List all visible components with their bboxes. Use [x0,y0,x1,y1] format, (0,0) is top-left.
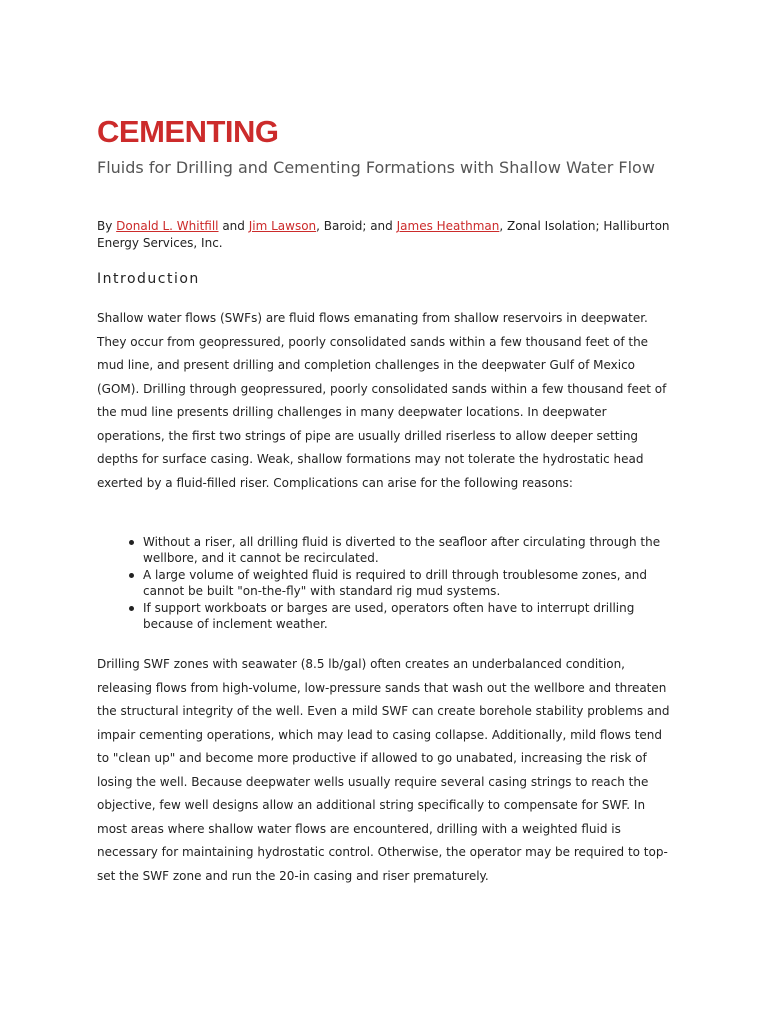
byline-affiliation: , Zonal Isolation; Halliburton Energy Services, Inc. [97,219,670,250]
byline [97,218,672,252]
author-link-heathman[interactable]: James Heathman [396,219,500,233]
byline-and: and [218,219,249,233]
list-item: A large volume of weighted fluid is required to drill through troublesome zones, and cannot be built "on-the-fly" with standard rig mud systems. [143,567,672,599]
article-title: Fluids for Drilling and Cementing Formations with Shallow Water Flow [97,158,655,177]
complications-list [97,534,672,633]
intro-paragraph-2: Drilling SWF zones with seawater (8.5 lb/gal) often creates an underbalanced condition, releasing flows from high-volume, low-pressure sands that wash out the wellbore and threaten the structural integrity of the well. Even a mild SWF can create borehole stability problems and impair cementing operations, which may lead to casing collapse. Additionally, mild flows tend to "clean up" and become more productive if allowed to go unabated, increasing the risk of losing the well. Because deepwater wells usually require several casing strings to reach the objective, few well designs allow an additional string specifically to compensate for SWF. In most areas where shallow water flows are encountered, drilling with a weighted fluid is necessary for maintaining hydrostatic control. Otherwise, the operator may be required to top-set the SWF zone and run the 20-in casing and riser prematurely. [97,657,670,883]
intro-paragraph-1: Shallow water flows (SWFs) are fluid flows emanating from shallow reservoirs in deepwater. They occur from geopressured, poorly consolidated sands within a few thousand feet of the mud line, and present drilling and completion challenges in the deepwater Gulf of Mexico (GOM). Drilling through geopressured, poorly consolidated sands within a few thousand feet of the mud line presents drilling challenges in many deepwater locations. In deepwater operations, the first two strings of pipe are usually drilled riserless to allow deeper setting depths for surface casing. Weak, shallow formations may not tolerate the hydrostatic head exerted by a fluid-filled riser. Complications can arise for the following reasons: [97,311,667,490]
section-label: CEMENTING [97,114,279,149]
author-link-lawson[interactable]: Jim Lawson [248,219,317,233]
list-item: Without a riser, all drilling fluid is diverted to the seafloor after circulating through the wellbore, and it cannot be recirculated. [143,534,672,566]
byline-affiliation-baroid: , Baroid; and [316,219,397,233]
author-link-whitfill[interactable]: Donald L. Whitfill [116,219,219,233]
section-heading-introduction: Introduction [97,271,200,287]
list-item: If support workboats or barges are used, operators often have to interrupt drilling because of inclement weather. [143,600,672,632]
byline-prefix: By [97,219,117,233]
